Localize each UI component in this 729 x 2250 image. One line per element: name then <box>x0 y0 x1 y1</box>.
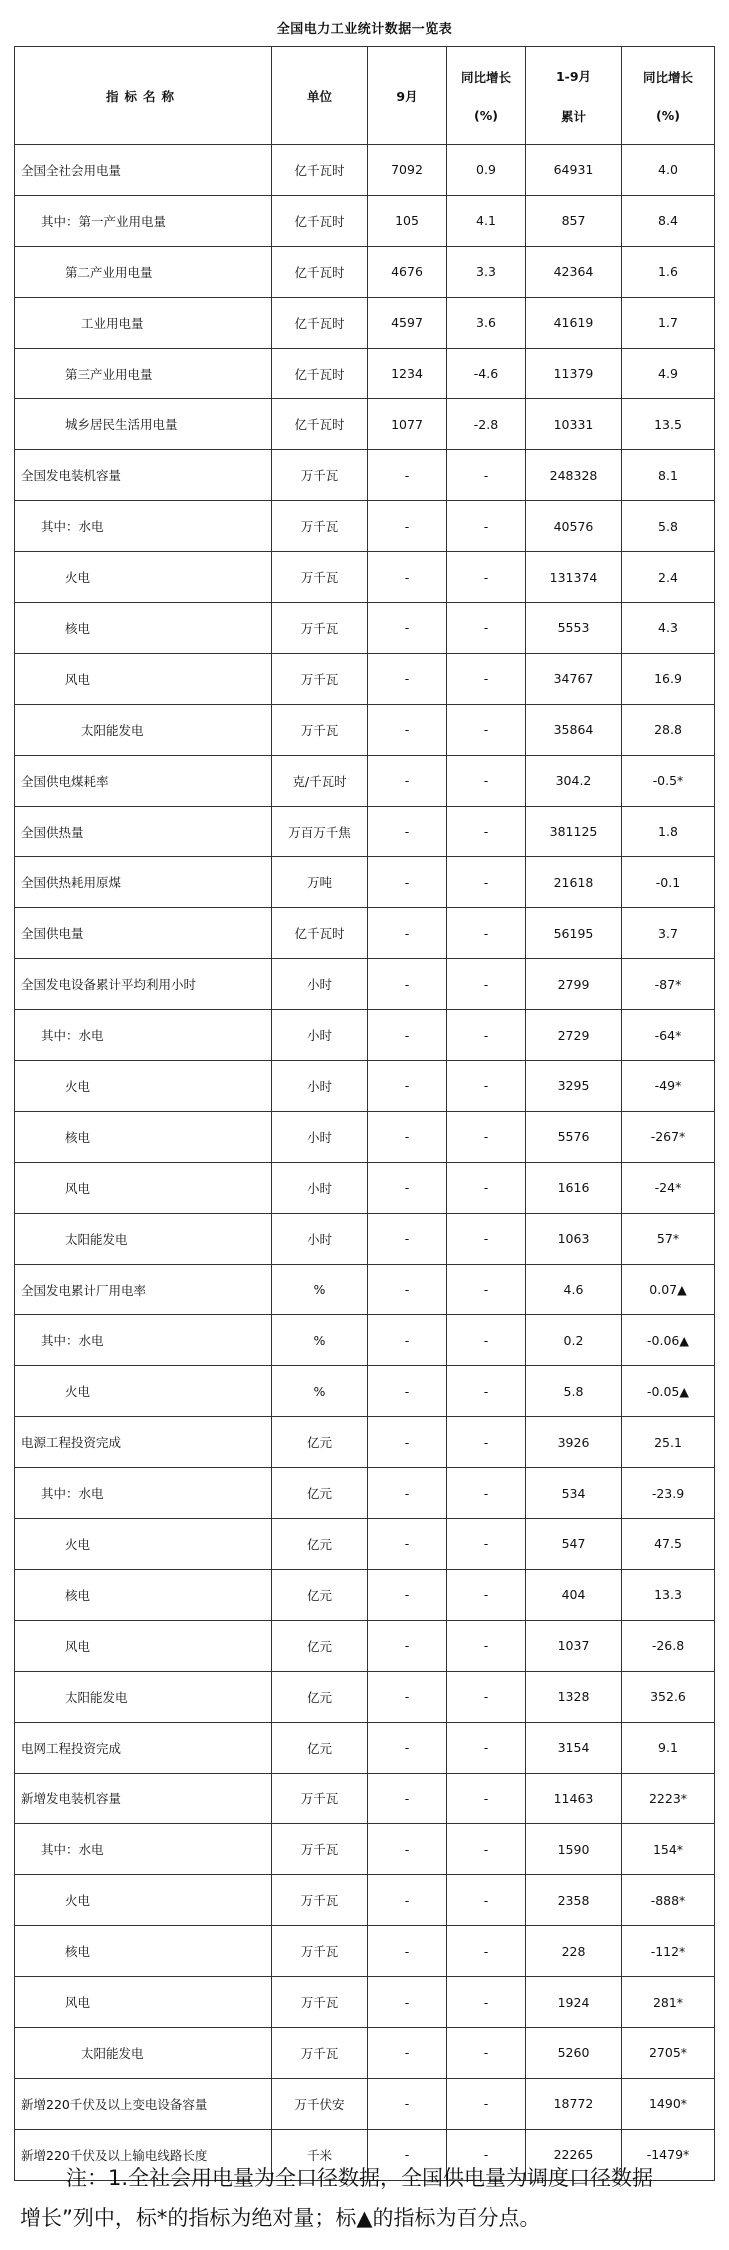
cell-yoy-cumulative: 4.3 <box>622 603 715 654</box>
header-yoy-month-line1: 同比增长 <box>460 70 511 85</box>
cell-cumulative: 3154 <box>526 1722 622 1773</box>
cell-month-value: 4597 <box>368 297 447 348</box>
cell-month-value: - <box>368 1264 447 1315</box>
cell-indicator-name: 城乡居民生活用电量 <box>15 399 272 450</box>
cell-unit: 亿千瓦时 <box>272 908 368 959</box>
cell-cumulative: 1616 <box>526 1162 622 1213</box>
cell-unit: 万千瓦 <box>272 552 368 603</box>
cell-yoy-month: - <box>447 1010 526 1061</box>
table-body <box>15 145 715 2181</box>
cell-cumulative: 2729 <box>526 1010 622 1061</box>
cell-cumulative: 1328 <box>526 1671 622 1722</box>
cell-indicator-name: 火电 <box>15 1061 272 1112</box>
cell-indicator-name: 核电 <box>15 1111 272 1162</box>
cell-month-value: - <box>368 1315 447 1366</box>
cell-yoy-month: 4.1 <box>447 195 526 246</box>
table-row <box>15 450 715 501</box>
table-row <box>15 1569 715 1620</box>
cell-yoy-month: - <box>447 1671 526 1722</box>
cell-cumulative: 40576 <box>526 501 622 552</box>
cell-indicator-name: 火电 <box>15 1519 272 1570</box>
cell-month-value: - <box>368 1875 447 1926</box>
cell-cumulative: 5260 <box>526 2027 622 2078</box>
table-row <box>15 552 715 603</box>
cell-month-value: - <box>368 1366 447 1417</box>
cell-yoy-cumulative: 4.0 <box>622 145 715 196</box>
table-row <box>15 1875 715 1926</box>
cell-month-value: - <box>368 1417 447 1468</box>
table-row <box>15 1824 715 1875</box>
cell-yoy-month: - <box>447 1977 526 2028</box>
table-row <box>15 704 715 755</box>
cell-unit: 亿元 <box>272 1722 368 1773</box>
cell-yoy-month: - <box>447 2027 526 2078</box>
table-row <box>15 297 715 348</box>
cell-unit: 亿千瓦时 <box>272 297 368 348</box>
cell-yoy-cumulative: 13.5 <box>622 399 715 450</box>
cell-indicator-name: 核电 <box>15 603 272 654</box>
cell-yoy-month: - <box>447 1620 526 1671</box>
footnote-line-2: 增长”列中，标*的指标为绝对量；标▲的指标为百分点。 <box>20 2206 541 2230</box>
table-row <box>15 857 715 908</box>
cell-yoy-month: -4.6 <box>447 348 526 399</box>
cell-yoy-cumulative: 47.5 <box>622 1519 715 1570</box>
table-row <box>15 246 715 297</box>
cell-cumulative: 4.6 <box>526 1264 622 1315</box>
cell-indicator-name: 第二产业用电量 <box>15 246 272 297</box>
table-row <box>15 2027 715 2078</box>
cell-month-value: - <box>368 2129 447 2180</box>
cell-unit: 万千瓦 <box>272 1926 368 1977</box>
cell-yoy-month: - <box>447 501 526 552</box>
table-row <box>15 1926 715 1977</box>
cell-unit: 小时 <box>272 1010 368 1061</box>
cell-unit: 亿元 <box>272 1519 368 1570</box>
cell-unit: 万千瓦 <box>272 1824 368 1875</box>
cell-unit: 亿元 <box>272 1620 368 1671</box>
table-row <box>15 348 715 399</box>
page-title: 全国电力工业统计数据一览表 <box>276 22 453 37</box>
header-yoy-month-line2: (%) <box>474 108 498 123</box>
cell-cumulative: 1590 <box>526 1824 622 1875</box>
cell-month-value: - <box>368 1824 447 1875</box>
cell-unit: 万千瓦 <box>272 653 368 704</box>
cell-yoy-cumulative: -64* <box>622 1010 715 1061</box>
cell-indicator-name: 太阳能发电 <box>15 2027 272 2078</box>
cell-month-value: - <box>368 908 447 959</box>
cell-yoy-cumulative: -1479* <box>622 2129 715 2180</box>
header-cumulative-line1: 1-9月 <box>555 68 592 84</box>
cell-yoy-cumulative: 57* <box>622 1213 715 1264</box>
cell-yoy-cumulative: -23.9 <box>622 1468 715 1519</box>
cell-yoy-cumulative: 2705* <box>622 2027 715 2078</box>
cell-indicator-name: 全国供热耗用原煤 <box>15 857 272 908</box>
cell-cumulative: 41619 <box>526 297 622 348</box>
cell-month-value: 4676 <box>368 246 447 297</box>
cell-unit: 亿元 <box>272 1569 368 1620</box>
cell-indicator-name: 其中：水电 <box>15 1824 272 1875</box>
table-row <box>15 1213 715 1264</box>
cell-yoy-cumulative: 8.4 <box>622 195 715 246</box>
cell-unit: 万千瓦 <box>272 1773 368 1824</box>
cell-indicator-name: 全国供电煤耗率 <box>15 755 272 806</box>
cell-cumulative: 21618 <box>526 857 622 908</box>
cell-cumulative: 56195 <box>526 908 622 959</box>
cell-cumulative: 2358 <box>526 1875 622 1926</box>
cell-yoy-month: 3.3 <box>447 246 526 297</box>
cell-unit: % <box>272 1315 368 1366</box>
table-row <box>15 1162 715 1213</box>
cell-indicator-name: 其中：第一产业用电量 <box>15 195 272 246</box>
header-yoy-month <box>447 47 526 145</box>
cell-indicator-name: 火电 <box>15 552 272 603</box>
cell-indicator-name: 风电 <box>15 1620 272 1671</box>
cell-unit: 亿千瓦时 <box>272 246 368 297</box>
cell-unit: 万千瓦 <box>272 450 368 501</box>
cell-month-value: - <box>368 1519 447 1570</box>
cell-yoy-cumulative: 4.9 <box>622 348 715 399</box>
cell-month-value: - <box>368 704 447 755</box>
statistics-table <box>14 46 715 2181</box>
cell-indicator-name: 火电 <box>15 1875 272 1926</box>
cell-unit: 小时 <box>272 1061 368 1112</box>
cell-yoy-month: - <box>447 2129 526 2180</box>
cell-yoy-cumulative: -112* <box>622 1926 715 1977</box>
table-row <box>15 145 715 196</box>
table-row <box>15 603 715 654</box>
cell-yoy-month: - <box>447 653 526 704</box>
cell-month-value: - <box>368 501 447 552</box>
cell-indicator-name: 其中：水电 <box>15 1315 272 1366</box>
cell-indicator-name: 核电 <box>15 1926 272 1977</box>
cell-cumulative: 248328 <box>526 450 622 501</box>
cell-cumulative: 1924 <box>526 1977 622 2028</box>
cell-yoy-month: 3.6 <box>447 297 526 348</box>
table-row <box>15 1111 715 1162</box>
cell-month-value: - <box>368 1926 447 1977</box>
cell-month-value: - <box>368 1213 447 1264</box>
cell-indicator-name: 太阳能发电 <box>15 1671 272 1722</box>
cell-cumulative: 42364 <box>526 246 622 297</box>
cell-cumulative: 1063 <box>526 1213 622 1264</box>
cell-month-value: - <box>368 806 447 857</box>
cell-month-value: - <box>368 1162 447 1213</box>
cell-yoy-cumulative: 281* <box>622 1977 715 2028</box>
cell-yoy-month: - <box>447 1824 526 1875</box>
cell-yoy-cumulative: -49* <box>622 1061 715 1112</box>
cell-indicator-name: 全国供热量 <box>15 806 272 857</box>
cell-yoy-cumulative: 16.9 <box>622 653 715 704</box>
header-indicator-name: 指标名称 <box>15 47 272 145</box>
cell-indicator-name: 火电 <box>15 1366 272 1417</box>
cell-indicator-name: 全国发电设备累计平均利用小时 <box>15 959 272 1010</box>
cell-yoy-month: - <box>447 959 526 1010</box>
cell-unit: 千米 <box>272 2129 368 2180</box>
header-yoy-cumulative-line2: (%) <box>656 108 680 123</box>
cell-yoy-cumulative: 352.6 <box>622 1671 715 1722</box>
cell-yoy-cumulative: -0.06▲ <box>622 1315 715 1366</box>
cell-yoy-month: - <box>447 755 526 806</box>
cell-yoy-cumulative: 1.8 <box>622 806 715 857</box>
cell-month-value: - <box>368 1722 447 1773</box>
cell-yoy-month: - <box>447 1773 526 1824</box>
cell-yoy-month: - <box>447 450 526 501</box>
cell-unit: % <box>272 1264 368 1315</box>
cell-cumulative: 5553 <box>526 603 622 654</box>
cell-yoy-cumulative: -24* <box>622 1162 715 1213</box>
cell-month-value: - <box>368 857 447 908</box>
cell-yoy-month: 0.9 <box>447 145 526 196</box>
cell-yoy-cumulative: 1490* <box>622 2078 715 2129</box>
cell-unit: 亿千瓦时 <box>272 145 368 196</box>
cell-month-value: 105 <box>368 195 447 246</box>
cell-month-value: - <box>368 450 447 501</box>
cell-yoy-cumulative: 3.7 <box>622 908 715 959</box>
cell-cumulative: 3926 <box>526 1417 622 1468</box>
cell-yoy-month: - <box>447 1315 526 1366</box>
cell-yoy-month: - <box>447 1875 526 1926</box>
cell-yoy-cumulative: 1.7 <box>622 297 715 348</box>
cell-month-value: - <box>368 603 447 654</box>
cell-yoy-month: -2.8 <box>447 399 526 450</box>
cell-cumulative: 11379 <box>526 348 622 399</box>
cell-unit: 亿元 <box>272 1417 368 1468</box>
table-row <box>15 806 715 857</box>
table-row <box>15 2078 715 2129</box>
cell-indicator-name: 核电 <box>15 1569 272 1620</box>
cell-cumulative: 0.2 <box>526 1315 622 1366</box>
cell-month-value: - <box>368 1773 447 1824</box>
cell-indicator-name: 电网工程投资完成 <box>15 1722 272 1773</box>
cell-yoy-month: - <box>447 1468 526 1519</box>
cell-yoy-cumulative: 8.1 <box>622 450 715 501</box>
cell-unit: 万千瓦 <box>272 1977 368 2028</box>
cell-unit: 亿千瓦时 <box>272 348 368 399</box>
cell-cumulative: 3295 <box>526 1061 622 1112</box>
cell-indicator-name: 新增220千伏及以上输电线路长度 <box>15 2129 272 2180</box>
cell-month-value: - <box>368 1010 447 1061</box>
cell-indicator-name: 全国供电量 <box>15 908 272 959</box>
table-row <box>15 653 715 704</box>
cell-month-value: - <box>368 959 447 1010</box>
cell-cumulative: 64931 <box>526 145 622 196</box>
cell-cumulative: 5576 <box>526 1111 622 1162</box>
cell-yoy-month: - <box>447 1264 526 1315</box>
cell-yoy-cumulative: -26.8 <box>622 1620 715 1671</box>
cell-yoy-cumulative: 2223* <box>622 1773 715 1824</box>
cell-month-value: - <box>368 1111 447 1162</box>
cell-yoy-cumulative: -888* <box>622 1875 715 1926</box>
table-row <box>15 1264 715 1315</box>
cell-yoy-cumulative: 5.8 <box>622 501 715 552</box>
footnote-line-1: 注：1.全社会用电量为全口径数据，全国供电量为调度口径数据 <box>66 2166 654 2190</box>
cell-indicator-name: 工业用电量 <box>15 297 272 348</box>
cell-indicator-name: 全国全社会用电量 <box>15 145 272 196</box>
cell-cumulative: 534 <box>526 1468 622 1519</box>
cell-cumulative: 131374 <box>526 552 622 603</box>
cell-unit: % <box>272 1366 368 1417</box>
table-row <box>15 1010 715 1061</box>
cell-unit: 万百万千焦 <box>272 806 368 857</box>
cell-yoy-month: - <box>447 806 526 857</box>
cell-month-value: 1234 <box>368 348 447 399</box>
cell-month-value: - <box>368 1468 447 1519</box>
cell-yoy-cumulative: -0.05▲ <box>622 1366 715 1417</box>
cell-yoy-month: - <box>447 908 526 959</box>
cell-unit: 亿元 <box>272 1468 368 1519</box>
cell-yoy-month: - <box>447 1417 526 1468</box>
table-row <box>15 1620 715 1671</box>
table-row <box>15 1722 715 1773</box>
cell-cumulative: 228 <box>526 1926 622 1977</box>
cell-yoy-month: - <box>447 1519 526 1570</box>
cell-yoy-month: - <box>447 704 526 755</box>
cell-month-value: - <box>368 2027 447 2078</box>
table-row <box>15 501 715 552</box>
cell-indicator-name: 其中：水电 <box>15 501 272 552</box>
cell-indicator-name: 全国发电装机容量 <box>15 450 272 501</box>
cell-month-value: - <box>368 653 447 704</box>
header-yoy-cumulative <box>622 47 715 145</box>
table-row <box>15 1061 715 1112</box>
cell-indicator-name: 第三产业用电量 <box>15 348 272 399</box>
table-row <box>15 1417 715 1468</box>
cell-cumulative: 2799 <box>526 959 622 1010</box>
cell-yoy-month: - <box>447 1061 526 1112</box>
cell-cumulative: 35864 <box>526 704 622 755</box>
table-row <box>15 1977 715 2028</box>
cell-cumulative: 1037 <box>526 1620 622 1671</box>
cell-yoy-month: - <box>447 1926 526 1977</box>
cell-indicator-name: 风电 <box>15 1977 272 2028</box>
table-row <box>15 1773 715 1824</box>
cell-unit: 小时 <box>272 1213 368 1264</box>
cell-unit: 万千瓦 <box>272 2027 368 2078</box>
cell-month-value: - <box>368 2078 447 2129</box>
cell-month-value: 1077 <box>368 399 447 450</box>
cell-cumulative: 10331 <box>526 399 622 450</box>
cell-yoy-month: - <box>447 857 526 908</box>
cell-indicator-name: 新增发电装机容量 <box>15 1773 272 1824</box>
cell-yoy-month: - <box>447 1162 526 1213</box>
header-yoy-cumulative-line1: 同比增长 <box>642 70 693 85</box>
table-row <box>15 1468 715 1519</box>
cell-yoy-cumulative: 0.07▲ <box>622 1264 715 1315</box>
cell-cumulative: 22265 <box>526 2129 622 2180</box>
cell-month-value: - <box>368 1061 447 1112</box>
cell-month-value: - <box>368 552 447 603</box>
cell-yoy-cumulative: 2.4 <box>622 552 715 603</box>
cell-month-value: 7092 <box>368 145 447 196</box>
table-row <box>15 1366 715 1417</box>
cell-unit: 小时 <box>272 1162 368 1213</box>
cell-indicator-name: 风电 <box>15 1162 272 1213</box>
cell-cumulative: 34767 <box>526 653 622 704</box>
cell-cumulative: 381125 <box>526 806 622 857</box>
cell-unit: 万千瓦 <box>272 704 368 755</box>
table-row <box>15 399 715 450</box>
cell-indicator-name: 电源工程投资完成 <box>15 1417 272 1468</box>
cell-yoy-cumulative: 25.1 <box>622 1417 715 1468</box>
cell-yoy-cumulative: -87* <box>622 959 715 1010</box>
cell-month-value: - <box>368 1671 447 1722</box>
cell-unit: 亿千瓦时 <box>272 195 368 246</box>
cell-cumulative: 547 <box>526 1519 622 1570</box>
cell-unit: 亿千瓦时 <box>272 399 368 450</box>
cell-unit: 万千瓦 <box>272 501 368 552</box>
cell-indicator-name: 风电 <box>15 653 272 704</box>
cell-unit: 小时 <box>272 959 368 1010</box>
table-row <box>15 1519 715 1570</box>
cell-unit: 万吨 <box>272 857 368 908</box>
table-row <box>15 908 715 959</box>
cell-unit: 万千伏安 <box>272 2078 368 2129</box>
cell-yoy-cumulative: 1.6 <box>622 246 715 297</box>
cell-yoy-month: - <box>447 1366 526 1417</box>
cell-cumulative: 18772 <box>526 2078 622 2129</box>
cell-cumulative: 11463 <box>526 1773 622 1824</box>
cell-yoy-month: - <box>447 1569 526 1620</box>
cell-indicator-name: 太阳能发电 <box>15 704 272 755</box>
cell-indicator-name: 全国发电累计厂用电率 <box>15 1264 272 1315</box>
cell-unit: 万千瓦 <box>272 1875 368 1926</box>
header-cumulative-line2: 累计 <box>560 108 586 124</box>
cell-month-value: - <box>368 1569 447 1620</box>
cell-month-value: - <box>368 1620 447 1671</box>
header-cumulative <box>526 47 622 145</box>
cell-yoy-cumulative: -267* <box>622 1111 715 1162</box>
cell-indicator-name: 其中：水电 <box>15 1468 272 1519</box>
cell-unit: 万千瓦 <box>272 603 368 654</box>
cell-yoy-cumulative: 9.1 <box>622 1722 715 1773</box>
table-row <box>15 1671 715 1722</box>
cell-yoy-month: - <box>447 1213 526 1264</box>
table-header-row <box>15 47 715 145</box>
cell-yoy-cumulative: -0.1 <box>622 857 715 908</box>
cell-cumulative: 304.2 <box>526 755 622 806</box>
header-unit: 单位 <box>272 47 368 145</box>
cell-yoy-month: - <box>447 1111 526 1162</box>
table-row <box>15 1315 715 1366</box>
cell-yoy-month: - <box>447 603 526 654</box>
header-month: 9月 <box>368 47 447 145</box>
cell-yoy-cumulative: -0.5* <box>622 755 715 806</box>
cell-yoy-month: - <box>447 2078 526 2129</box>
cell-yoy-month: - <box>447 1722 526 1773</box>
cell-indicator-name: 其中：水电 <box>15 1010 272 1061</box>
cell-yoy-cumulative: 154* <box>622 1824 715 1875</box>
table-row <box>15 959 715 1010</box>
table-row <box>15 755 715 806</box>
cell-month-value: - <box>368 1977 447 2028</box>
cell-cumulative: 5.8 <box>526 1366 622 1417</box>
cell-yoy-month: - <box>447 552 526 603</box>
cell-unit: 克/千瓦时 <box>272 755 368 806</box>
cell-indicator-name: 太阳能发电 <box>15 1213 272 1264</box>
cell-yoy-cumulative: 28.8 <box>622 704 715 755</box>
cell-yoy-cumulative: 13.3 <box>622 1569 715 1620</box>
cell-unit: 亿元 <box>272 1671 368 1722</box>
footnote <box>20 2158 729 2238</box>
cell-month-value: - <box>368 755 447 806</box>
cell-unit: 小时 <box>272 1111 368 1162</box>
table-row <box>15 195 715 246</box>
cell-cumulative: 857 <box>526 195 622 246</box>
cell-indicator-name: 新增220千伏及以上变电设备容量 <box>15 2078 272 2129</box>
cell-cumulative: 404 <box>526 1569 622 1620</box>
